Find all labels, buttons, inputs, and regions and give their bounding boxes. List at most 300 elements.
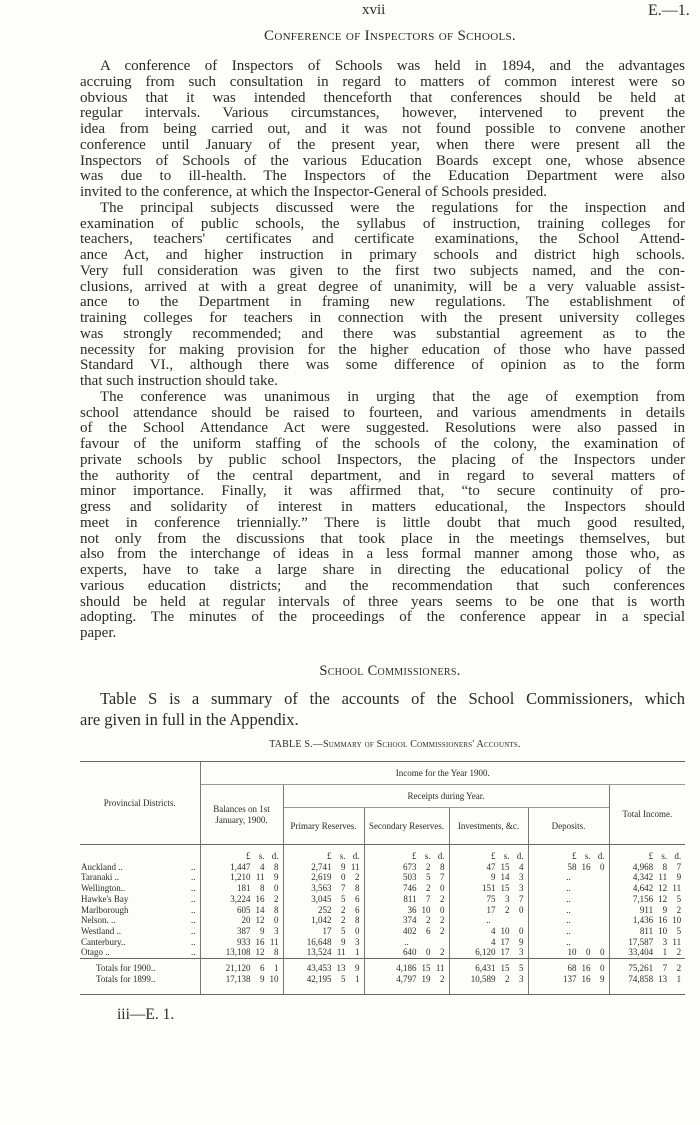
pounds: 20 [241,915,251,926]
header-secondary: Secondary Reserves. [364,808,449,845]
pounds: 13,524 [306,947,332,958]
text-line: also from the interchange of ideas in a less formal manner among those who, as [80,546,685,563]
pounds: 17,587 [628,936,654,947]
table-row [80,926,685,937]
amount [201,947,283,958]
money-cell [200,926,283,937]
shillings: 9 [341,861,346,872]
money-cell [200,959,283,974]
pounds: 74,858 [628,973,654,984]
amount [529,862,609,873]
pence: 3 [519,973,524,984]
text-line: meet in conference triennially.” There is little doubt that much good resulted, [80,514,685,531]
district-cell [80,915,200,926]
pounds: 58 [567,861,577,872]
pence: 2 [440,973,445,984]
school-commissioners-accounts-table [80,761,685,995]
money-cell [528,872,609,883]
pounds: 181 [237,883,251,894]
money-cell [528,959,609,974]
district-cell [80,872,200,883]
pounds: 4 [491,936,496,947]
money-cell [283,974,364,985]
amount [450,937,528,948]
district [80,915,200,926]
header-balances: Balances on 1st January, 1900. [200,785,283,845]
shillings: 15 [500,883,510,894]
pounds: 36 [407,904,417,915]
shillings: 14 [255,904,265,915]
district-cell [80,937,200,948]
amount [610,851,686,862]
pounds: 503 [403,872,417,883]
pence: 8 [274,861,279,872]
document-reference: E.—1. [648,2,690,19]
amount [450,851,528,862]
pence: 9 [519,936,524,947]
pence: 2 [274,893,279,904]
district-cell [80,894,200,905]
pence: 3 [274,925,279,936]
money-cell [283,915,364,926]
text-line: paper. [80,625,117,641]
amount [450,894,528,905]
pounds: 3,563 [311,883,332,894]
pence: 11 [435,963,445,974]
money-cell [200,974,283,985]
pence: 7 [676,861,682,872]
shillings: 15 [500,861,510,872]
shillings: s. [584,851,591,861]
header-deposits: Deposits. [528,808,609,845]
empty-value: .. [566,936,571,947]
empty-value: .. [486,915,491,926]
pence: 5 [519,963,524,974]
empty-value: .. [566,925,571,936]
money-cell [283,947,364,958]
text-line: clusions, arrived at with a great degree of unanimity, will be a very valuable assist- [80,278,685,295]
page-number: xvii [362,2,386,18]
shillings: 16 [255,893,265,904]
footer-signature: iii—E. 1. [117,1006,175,1023]
pounds: 911 [639,904,654,915]
shillings: 11 [336,947,346,958]
shillings: 12 [658,883,668,894]
amount [610,915,686,926]
district [80,937,200,948]
pence: 2 [676,963,682,974]
units-blank [80,845,200,862]
text-line: The conference was unanimous in urging that the age of exemption from [100,388,685,405]
district [80,894,200,905]
text-line: adopting. The minutes of the proceedings of the conference appear in a special [80,609,685,626]
leader-dots: .. [191,872,196,883]
totals-row [80,959,685,974]
text-line: ance Act, and higher instruction in primary schools and district high schools. [80,247,685,263]
pence: 0 [600,947,605,958]
money-cell [449,883,528,894]
money-cell [449,862,528,873]
pounds: 387 [237,925,251,936]
shillings: 2 [341,915,346,926]
table-row [80,883,685,894]
amount [284,963,364,974]
money-cell [283,894,364,905]
header-total: Total Income. [609,785,685,845]
header-receipts: Receipts during Year. [283,785,609,808]
shillings: 9 [260,925,265,936]
amount [201,862,283,873]
text-line: regular intervals. Various circumstances, however, intervened to prevent the [80,105,685,122]
amount [201,915,283,926]
amount [201,883,283,894]
money-cell [283,845,364,862]
text-line: accruing from such consultation in regard to matters of common interest were so [80,73,685,90]
amount [450,905,528,916]
amount [610,883,686,894]
amount [610,862,686,873]
district-cell [80,905,200,916]
money-cell [609,883,685,894]
amount [284,937,364,948]
leader-dots: .. [191,904,196,915]
spacer [283,984,364,995]
amount [450,963,528,974]
shillings: 17 [500,947,510,958]
table-title: TABLE S.—Summary of School Commissioners' Accounts. [269,739,521,750]
pence: 0 [519,925,524,936]
district-name: Taranaki .. [81,872,120,883]
shillings: 2 [505,973,510,984]
shillings: 15 [421,963,431,974]
money-cell [200,883,283,894]
text-line: of the School Attendance Act were suggested. Resolutions were also passed in [80,420,685,437]
pounds: 1,447 [230,861,251,872]
pounds: 6,431 [475,963,496,974]
pence: 2 [676,904,682,915]
pounds: 1,436 [632,915,654,926]
district [80,883,200,894]
text-line: should be held at regular intervals of three years seems to be one that is worth [80,593,685,610]
amount [201,851,283,862]
pence: 3 [355,936,360,947]
pence: 8 [440,861,445,872]
pounds: 3,224 [230,893,251,904]
shillings: 10 [500,925,510,936]
money-cell [200,937,283,948]
pence: 0 [355,925,360,936]
amount [284,947,364,958]
pence: 2 [676,947,682,958]
shillings: 19 [421,973,431,984]
amount [284,883,364,894]
amount [201,905,283,916]
shillings: s. [424,851,431,861]
money-cell [283,926,364,937]
pence: d. [674,851,682,861]
text-line: ance to the Department in framing new regulations. The establishment of [80,294,685,311]
shillings: 1 [662,947,668,958]
pence: 5 [676,925,682,936]
text-line: A conference of Inspectors of Schools was held in 1894, and the advantages [100,58,685,74]
text-line: examination of public schools, the syllabus of instruction, training colleges for [80,215,685,232]
pence: 2 [440,915,445,926]
money-cell [528,974,609,985]
amount [201,926,283,937]
pence: 11 [672,883,682,894]
pounds: 16,648 [306,936,332,947]
text-line: was strongly recommended; and there was substantial agreement as to the [80,325,685,342]
pence: 0 [600,963,605,974]
shillings: s. [661,851,668,861]
district-name: Otago .. [81,947,110,958]
pounds: 811 [403,893,417,904]
section-heading-conference: Conference of Inspectors of Schools. [264,28,516,44]
pence: 1 [274,963,279,974]
pounds: 605 [237,904,251,915]
pence: 1 [355,973,360,984]
pence: 4 [519,861,524,872]
leader-dots: .. [191,893,196,904]
header-district: Provincial Districts. [80,762,200,845]
pounds: 4,968 [632,861,654,872]
amount [450,947,528,958]
amount [365,947,449,958]
amount [610,905,686,916]
money-cell [200,894,283,905]
money-cell [283,872,364,883]
amount [365,926,449,937]
money-cell [449,959,528,974]
money-cell [528,905,609,916]
text-line: invited to the conference, at which the Inspector-General of Schools presided. [80,184,548,200]
amount [610,947,686,958]
amount [284,926,364,937]
text-line: minor importance. Finally, it was affirmed that, “to secure continuity of pro- [80,483,685,500]
pounds: 3,045 [311,893,332,904]
pounds: 673 [403,861,417,872]
money-cell [449,947,528,958]
pence: 8 [274,904,279,915]
amount [365,905,449,916]
shillings: 12 [255,915,265,926]
pence: 11 [672,936,682,947]
money-cell [200,845,283,862]
district-cell [80,883,200,894]
pounds: 402 [403,925,417,936]
table-end-row [80,984,685,995]
money-cell [528,926,609,937]
money-cell [528,894,609,905]
shillings: 16 [581,861,591,872]
pence: 0 [440,883,445,894]
pence: 7 [519,893,524,904]
money-cell [283,905,364,916]
amount [529,963,609,974]
pounds: 6,120 [475,947,496,958]
pence: d. [597,851,605,861]
pounds: 21,120 [225,963,251,974]
empty-value: .. [566,883,571,894]
pence: 6 [355,893,360,904]
pounds: £ [648,851,654,861]
shillings: 5 [341,973,346,984]
district-cell [80,947,200,958]
pence: 2 [355,872,360,883]
units-row [80,845,685,862]
amount [610,872,686,883]
money-cell [528,862,609,873]
pounds: 374 [403,915,417,926]
money-cell [609,905,685,916]
text-line: idea from being carried out, and it was not found possible to convene another [80,121,685,137]
district-name: Canterbury.. [81,936,126,947]
shillings: 13 [336,963,346,974]
shillings: 0 [426,947,431,958]
shillings: 11 [658,872,668,883]
amount [201,872,283,883]
pence: 9 [274,872,279,883]
pounds: 42,195 [306,973,332,984]
pence: 2 [440,893,445,904]
shillings: 13 [658,973,668,984]
money-cell [609,974,685,985]
money-cell [364,915,449,926]
pence: 2 [440,947,445,958]
empty-value: .. [566,893,571,904]
amount [365,872,449,883]
pounds: 4,797 [396,973,417,984]
district-name: Marlborough [81,904,129,915]
amount [284,851,364,862]
money-cell [283,959,364,974]
pence: 1 [676,973,682,984]
pounds: 13,108 [225,947,251,958]
pence: 0 [519,904,524,915]
pounds: 151 [482,883,496,894]
district [80,862,200,873]
district [80,905,200,916]
pounds: 2,741 [311,861,332,872]
shillings: 8 [662,861,668,872]
district-cell [80,926,200,937]
district-name: Westland .. [81,925,122,936]
money-cell [200,862,283,873]
shillings: 2 [426,883,431,894]
conference-body-text [80,59,685,642]
shillings: 9 [341,936,346,947]
empty-value: .. [566,904,571,915]
money-cell [449,937,528,948]
amount [201,894,283,905]
leader-dots: .. [191,861,196,872]
money-cell [609,947,685,958]
amount [610,937,686,948]
shillings: 12 [658,893,668,904]
money-cell [364,862,449,873]
pounds: 68 [567,963,577,974]
amount [365,883,449,894]
shillings: 5 [341,925,346,936]
pence: 1 [355,947,360,958]
shillings: 16 [255,936,265,947]
money-cell [364,947,449,958]
shillings: 2 [341,904,346,915]
pence: 0 [600,861,605,872]
shillings: 16 [581,963,591,974]
text-line: Table S is a summary of the accounts of the School Commissioners, which [100,689,685,708]
pounds: 17 [486,904,496,915]
pence: 7 [440,872,445,883]
money-cell [364,883,449,894]
amount [201,974,283,985]
pounds: 7,156 [632,893,654,904]
money-cell [609,872,685,883]
leader-dots: .. [191,947,196,958]
district-name: Wellington.. [81,883,126,894]
pounds: 1,042 [311,915,332,926]
spacer [364,984,449,995]
pounds: £ [491,851,496,861]
text-line: was due to ill-health. The Inspectors of the Education Department were also [80,168,685,185]
shillings: 5 [341,893,346,904]
pence: 0 [274,883,279,894]
pence: 10 [672,915,682,926]
pounds: 746 [403,883,417,894]
money-cell [283,883,364,894]
table-row [80,894,685,905]
money-cell [364,959,449,974]
amount [284,894,364,905]
shillings: 9 [260,973,265,984]
pence: 3 [519,947,524,958]
shillings: 0 [586,947,591,958]
pounds: £ [246,851,251,861]
money-cell [528,883,609,894]
pounds: 811 [639,925,654,936]
leader-dots: .. [191,915,196,926]
amount [450,862,528,873]
amount [529,974,609,985]
shillings: 6 [426,925,431,936]
pounds: £ [572,851,577,861]
table-body [80,845,685,995]
district [80,926,200,937]
pounds: 75 [486,893,496,904]
table-row [80,872,685,883]
amount [365,862,449,873]
shillings: 2 [505,904,510,915]
header-primary: Primary Reserves. [283,808,364,845]
money-cell [364,905,449,916]
shillings: 7 [662,963,668,974]
header-income: Income for the Year 1900. [200,762,685,785]
text-line: experts, have to take a large share in directing the educational policy of the [80,562,685,578]
text-line: not only from the discussions that took place in the meetings themselves, but [80,530,685,547]
shillings: 6 [260,963,265,974]
shillings: 9 [662,904,668,915]
empty-value: .. [404,936,409,947]
text-line: Inspectors of Schools of the various Education Boards except one, whose absence [80,152,685,169]
pence: d. [271,851,279,861]
money-cell [364,894,449,905]
amount [610,926,686,937]
money-cell [283,937,364,948]
pence: 3 [519,872,524,883]
shillings: s. [339,851,346,861]
pounds: 17,138 [225,973,251,984]
pence: d. [516,851,524,861]
